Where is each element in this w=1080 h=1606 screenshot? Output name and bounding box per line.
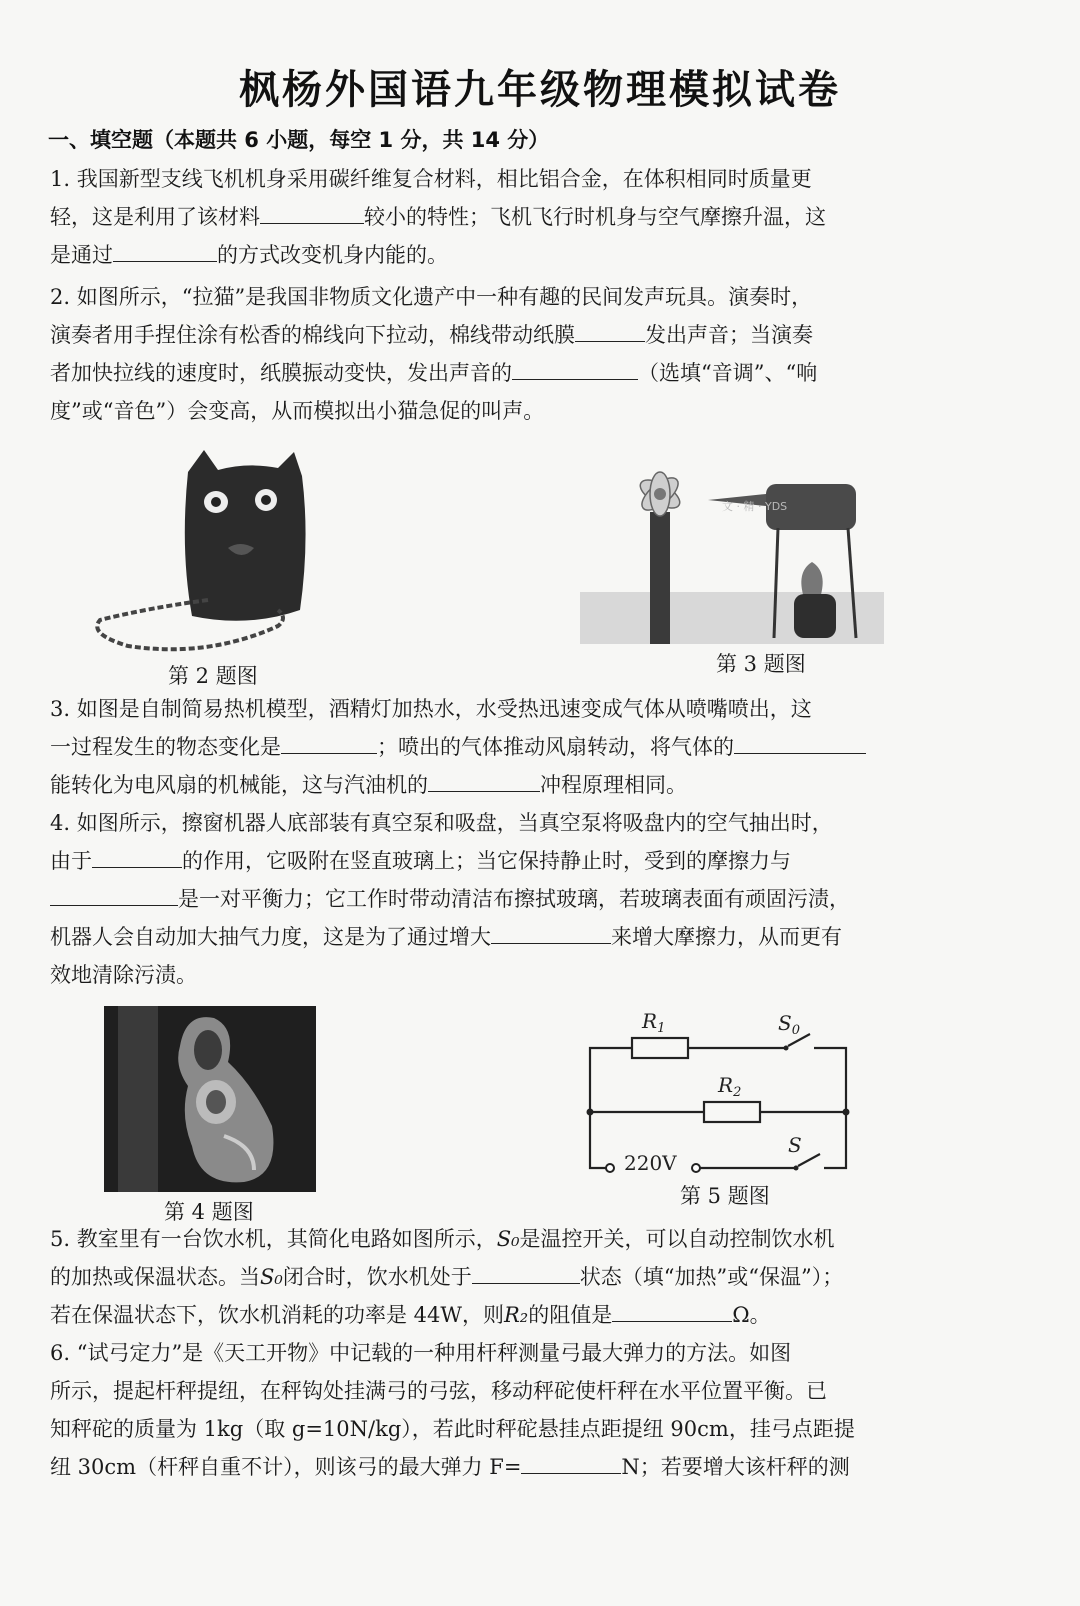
q2-line-1: 2. 如图所示，“拉猫”是我国非物质文化遗产中一种有趣的民间发声玩具。演奏时， — [50, 285, 813, 309]
answer-blank[interactable] — [472, 1263, 580, 1284]
question-5 — [50, 1220, 978, 1334]
window-robot-figure — [104, 1006, 316, 1192]
q4-line-3: 是一对平衡力；它工作时带动清洁布擦拭玻璃，若玻璃表面有顽固污渍， — [50, 880, 978, 918]
resistor-r1 — [632, 1038, 688, 1058]
answer-blank[interactable] — [113, 241, 217, 262]
q5-line-1: 5. 教室里有一台饮水机，其简化电路如图所示，S₀是温控开关，可以自动控制饮水机 — [50, 1227, 835, 1251]
q3-line-1: 3. 如图是自制简易热机模型，酒精灯加热水，水受热迅速变成气体从喷嘴喷出，这 — [50, 697, 812, 721]
fig2-caption: 第 2 题图 — [168, 664, 258, 688]
q1-line-1: 1. 我国新型支线飞机机身采用碳纤维复合材料，相比铝合金，在体积相同时质量更 — [50, 167, 812, 191]
svg-text:S0: $S_0$ — [778, 1011, 800, 1038]
answer-blank[interactable] — [491, 923, 611, 944]
q3-line-3: 能转化为电风扇的机械能，这与汽油机的 冲程原理相同。 — [50, 773, 687, 797]
answer-blank[interactable] — [521, 1453, 621, 1474]
question-1 — [50, 160, 978, 274]
svg-text:R1: $R_1$ — [642, 1009, 666, 1036]
q3-line-2: 一过程发生的物态变化是 ；喷出的气体推动风扇转动，将气体的 — [50, 728, 978, 766]
answer-blank[interactable] — [92, 847, 182, 868]
cat-toy-figure — [88, 450, 308, 660]
answer-blank[interactable] — [575, 321, 645, 342]
resistor-r2 — [704, 1102, 760, 1122]
q6-line-3: 知秤砣的质量为 1kg（取 g=10N/kg），若此时秤砣悬挂点距提纽 90cm，挂弓点距提 — [50, 1417, 855, 1441]
fig5-caption: 第 5 题图 — [680, 1184, 770, 1208]
q2-line-4: 度”或“音色”）会变高，从而模拟出小猫急促的叫声。 — [50, 399, 545, 423]
answer-blank[interactable] — [50, 885, 178, 906]
answer-blank[interactable] — [260, 203, 364, 224]
q1-line-3: 是通过 的方式改变机身内能的。 — [50, 243, 448, 267]
fig3-caption: 第 3 题图 — [716, 652, 806, 676]
q6-line-4: 纽 30cm（杆秤自重不计），则该弓的最大弹力 F= N；若要增大该杆秤的测 — [50, 1455, 850, 1479]
circuit-diagram — [576, 1004, 866, 1184]
section-heading: 一、填空题（本题共 6 小题，每空 1 分，共 14 分） — [48, 128, 550, 152]
q4-line-2: 由于 的作用，它吸附在竖直玻璃上；当它保持静止时，受到的摩擦力与 — [50, 849, 791, 873]
heat-engine-figure — [580, 462, 890, 647]
q4-line-1: 4. 如图所示，擦窗机器人底部装有真空泵和吸盘，当真空泵将吸盘内的空气抽出时， — [50, 811, 833, 835]
watermark-text: 文 · 精 · YDS — [722, 500, 788, 513]
q2-line-3: 者加快拉线的速度时，纸膜振动变快，发出声音的 （选填“音调”、“响 — [50, 361, 818, 385]
fig4-caption: 第 4 题图 — [164, 1200, 254, 1224]
q4-line-5: 效地清除污渍。 — [50, 963, 197, 987]
answer-blank[interactable] — [281, 733, 377, 754]
voltage-label: 220V — [624, 1151, 677, 1175]
svg-text:S: S — [788, 1133, 802, 1157]
q4-line-4: 机器人会自动加大抽气力度，这是为了通过增大 来增大摩擦力，从而更有 — [50, 925, 842, 949]
q2-line-2: 演奏者用手捏住涂有松香的棉线向下拉动，棉线带动纸膜 发出声音；当演奏 — [50, 323, 813, 347]
question-3 — [50, 690, 978, 804]
answer-blank[interactable] — [428, 771, 540, 792]
svg-text:R2: $R_2$ — [718, 1073, 742, 1100]
answer-blank[interactable] — [612, 1301, 732, 1322]
question-2 — [50, 278, 978, 430]
q5-line-3: 若在保温状态下，饮水机消耗的功率是 44W，则R₂的阻值是 Ω。 — [50, 1303, 771, 1327]
question-4 — [50, 804, 978, 994]
page-title: 枫杨外国语九年级物理模拟试卷 — [239, 67, 841, 113]
q6-line-2: 所示，提起杆秤提纽，在秤钩处挂满弓的弓弦，移动秤砣使杆秤在水平位置平衡。已 — [50, 1379, 827, 1403]
answer-blank[interactable] — [734, 733, 866, 754]
q5-line-2: 的加热或保温状态。当S₀闭合时，饮水机处于 状态（填“加热”或“保温”）； — [50, 1265, 844, 1289]
answer-blank[interactable] — [512, 359, 638, 380]
q6-line-1: 6. “试弓定力”是《天工开物》中记载的一种用杆秤测量弓最大弹力的方法。如图 — [50, 1341, 792, 1365]
question-6 — [50, 1334, 978, 1486]
q1-line-2: 轻，这是利用了该材料 较小的特性；飞机飞行时机身与空气摩擦升温，这 — [50, 205, 826, 229]
